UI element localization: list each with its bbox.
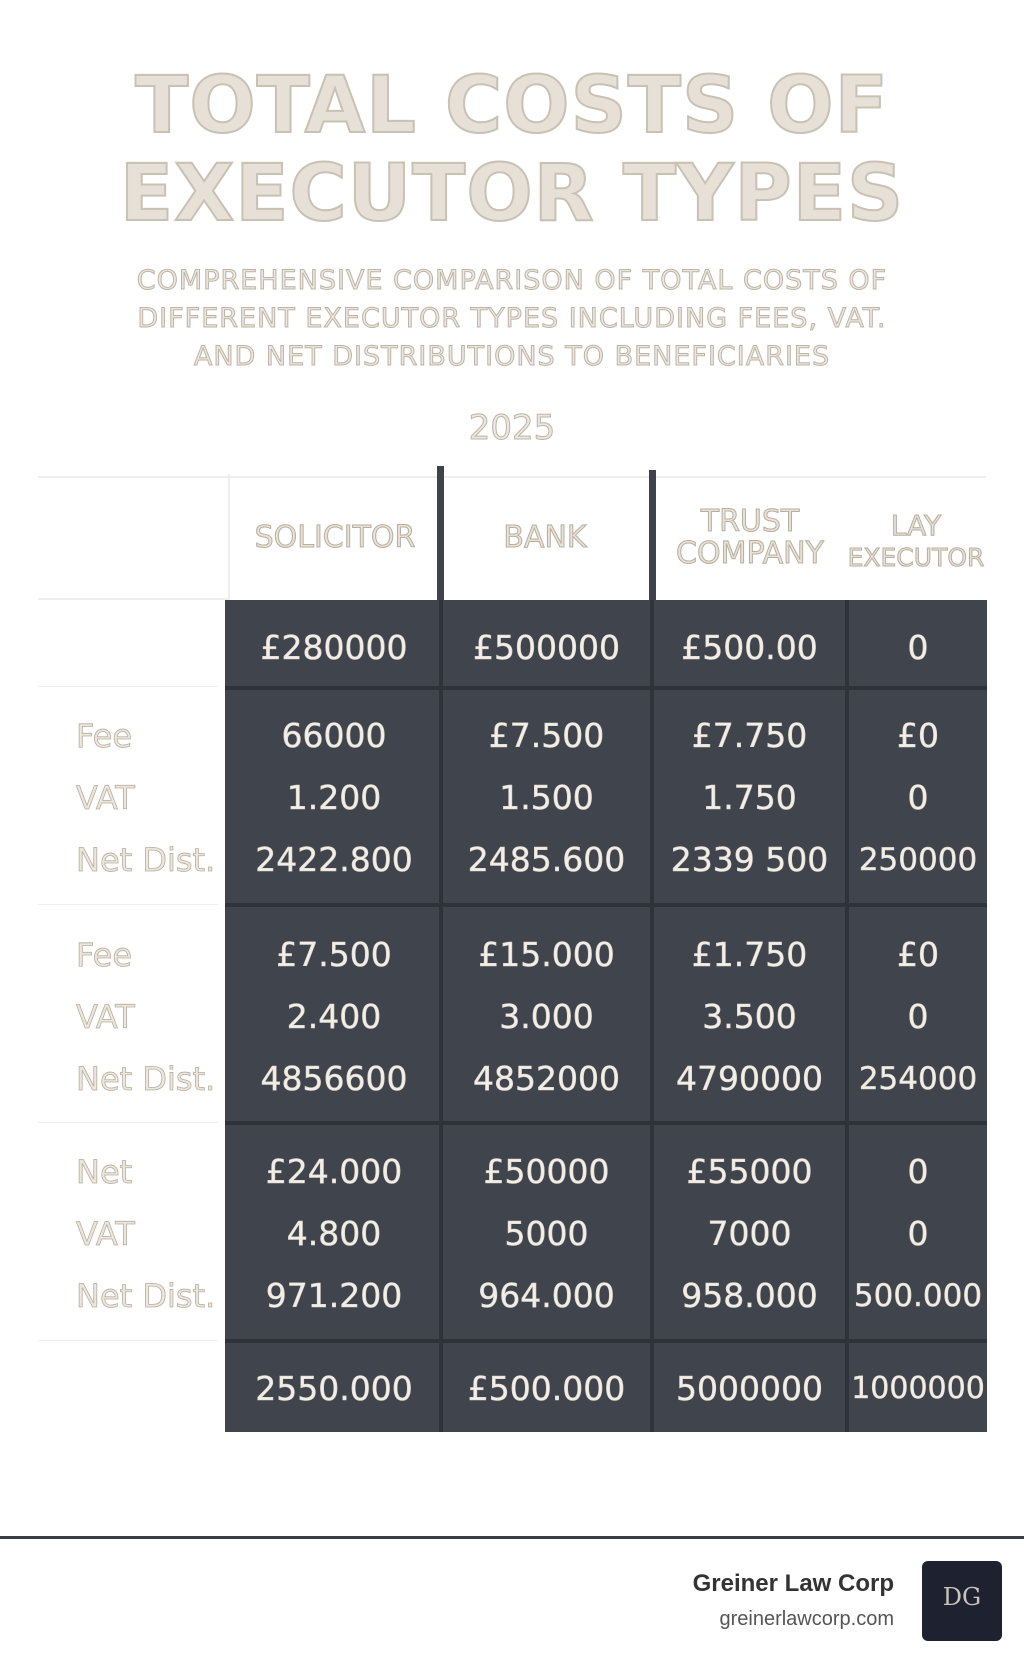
table-cell: £500.00: [681, 628, 818, 667]
footer-divider: [0, 1536, 1024, 1539]
subtitle-line: COMPREHENSIVE COMPARISON OF TOTAL COSTS OF: [136, 265, 888, 296]
row-label: Net: [76, 1153, 133, 1191]
table-cell: 2422.800: [255, 840, 413, 879]
table-cell: 971.200: [265, 1276, 403, 1315]
table-cell: 4852000: [473, 1059, 620, 1098]
table-cell: 4.800: [286, 1214, 382, 1253]
table-cell: 1.500: [499, 778, 594, 817]
title-line: TOTAL COSTS OF: [135, 61, 889, 151]
table-cell: £50000: [483, 1152, 610, 1191]
page-subtitle: [100, 262, 924, 376]
label-rule: [38, 904, 218, 905]
table-cell: 2485.600: [467, 840, 626, 879]
column-header-text: COMPANY: [676, 536, 824, 571]
row-separator: [225, 686, 987, 690]
table-cell: £0: [897, 716, 939, 755]
row-separator: [225, 903, 987, 907]
header-divider: [228, 474, 230, 600]
row-label: VAT: [76, 779, 135, 817]
subtitle-line: DIFFERENT EXECUTOR TYPES INCLUDING FEES, VAT.: [137, 303, 887, 334]
header-bottom-rule: [38, 598, 228, 600]
year-label: 2025: [468, 408, 556, 448]
column-header-text: LAY: [890, 509, 942, 542]
table-cell: 2.400: [286, 997, 382, 1036]
row-label: VAT: [76, 998, 135, 1036]
row-label: Fee: [76, 936, 133, 974]
brand-name: Greiner Law Corp: [692, 1570, 894, 1597]
row-separator: [225, 1339, 987, 1343]
brand-logo: [922, 1561, 1002, 1641]
table-cell: 7000: [707, 1214, 792, 1253]
table-cell: 2339 500: [670, 840, 829, 879]
table-cell: 0: [907, 1214, 929, 1253]
column-header-lay-executor: [845, 510, 987, 574]
column-header-text: EXECUTOR: [847, 543, 985, 572]
header-divider: [437, 466, 444, 600]
table-cell: 3.000: [499, 997, 594, 1036]
table-cell: £15.000: [478, 935, 615, 974]
table-cell: 0: [907, 628, 929, 667]
table-cell: 4856600: [260, 1059, 408, 1098]
table-cell: 1.750: [702, 778, 797, 817]
row-label: VAT: [76, 1215, 135, 1253]
table-cell: 0: [907, 997, 929, 1036]
logo-monogram: DG: [942, 1583, 982, 1611]
title-line: EXECUTOR TYPES: [119, 149, 905, 239]
website-link[interactable]: greinerlawcorp.com: [719, 1608, 894, 1630]
table-cell: 5000: [504, 1214, 589, 1253]
table-cell: 0: [907, 778, 929, 817]
label-rule: [38, 686, 218, 687]
label-rule: [38, 1122, 218, 1123]
row-separator: [225, 1121, 987, 1125]
table-cell: £7.750: [691, 716, 808, 755]
column-header-text: BANK: [503, 520, 587, 555]
table-cell: 0: [907, 1152, 929, 1191]
table-cell: 964.000: [478, 1276, 615, 1315]
table-cell: 1000000: [851, 1371, 985, 1406]
column-header-trust-company: [655, 506, 845, 570]
column-header-bank: [445, 522, 645, 554]
table-cell: 2550.000: [255, 1369, 413, 1408]
table-cell: 250000: [858, 842, 978, 878]
table-cell: 254000: [858, 1061, 978, 1097]
table-cell: £24.000: [265, 1152, 403, 1191]
table-cell: 66000: [281, 716, 387, 755]
column-header-solicitor: [235, 522, 435, 554]
column-header-text: TRUST: [700, 504, 800, 539]
table-cell: £7.500: [488, 716, 605, 755]
label-rule: [38, 1340, 218, 1341]
table-cell: £280000: [260, 628, 408, 667]
row-label: Net Dist.: [76, 1060, 216, 1098]
table-cell: £7.500: [276, 935, 392, 974]
row-label: Net Dist.: [76, 841, 216, 879]
table-cell: £55000: [686, 1152, 813, 1191]
page-title: [0, 62, 1024, 238]
row-label: Net Dist.: [76, 1277, 216, 1315]
row-label: Fee: [76, 717, 133, 755]
table-cell: 5000000: [676, 1369, 823, 1408]
table-cell: £1.750: [691, 935, 808, 974]
table-cell: 3.500: [702, 997, 797, 1036]
table-cell: 1.200: [286, 778, 382, 817]
table-cell: £500.000: [467, 1369, 626, 1408]
table-cell: 500.000: [853, 1278, 983, 1314]
table-cell: 4790000: [676, 1059, 823, 1098]
table-cell: 958.000: [681, 1276, 818, 1315]
column-header-text: SOLICITOR: [254, 520, 416, 555]
table-cell: £500000: [473, 628, 620, 667]
table-cell: £0: [897, 935, 939, 974]
header-top-rule: [38, 476, 986, 478]
subtitle-line: AND NET DISTRIBUTIONS TO BENEFICIARIES: [193, 341, 831, 372]
